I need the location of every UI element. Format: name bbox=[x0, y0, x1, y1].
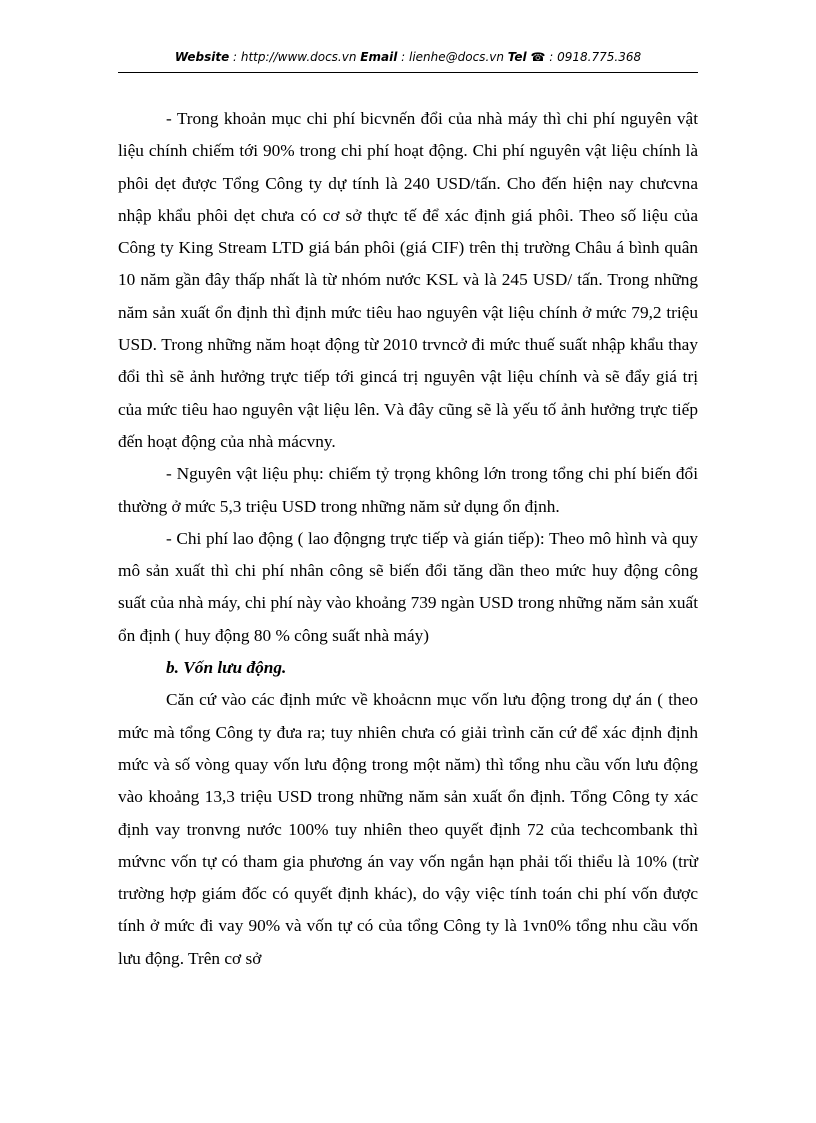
paragraph-labor-cost: - Chi phí lao động ( lao độngng trực tiếp và gián tiếp): Theo mô hình và quy mô sản xuất thì chi phí nhân công sẽ biến đổi tăng dần theo mức huy động công suất của nhà máy, chi phí này vào khoảng 739 ngàn USD trong những năm sản xuất ổn định ( huy động 80 % công suất nhà máy) bbox=[118, 528, 698, 645]
header-divider bbox=[118, 72, 698, 73]
paragraph-working-capital: Căn cứ vào các định mức về khoảcnn mục vốn lưu động trong dự án ( theo mức mà tổng Công ty đưa ra; tuy nhiên chưa có giải trình căn cứ để xác định định mức và số vòng quay vốn lưu động trong một năm) thì tổng nhu cầu vốn lưu động vào khoảng 13,3 triệu USD trong những năm sản xuất ổn định. Tổng Công ty xác định vay tronvng nước 100% tuy nhiên theo quyết định 72 của techcombank thì mứvnc vốn tự có tham gia phương án vay vốn ngắn hạn phải tối thiểu là 10% (trừ trường hợp giám đốc có quyết định khác), do vậy việc tính toán chi phí vốn được tính ở mức đi vay 90% và vốn tự có của tổng Công ty là 1vn0% tổng nhu cầu vốn lưu động. Trên cơ sở bbox=[118, 690, 698, 968]
email-label: Email bbox=[360, 50, 398, 64]
email-link[interactable]: : lienhe@docs.vn bbox=[397, 50, 508, 64]
page-header bbox=[118, 50, 698, 64]
phone-number: : 0918.775.368 bbox=[545, 50, 642, 64]
phone-icon: ☎ bbox=[530, 50, 546, 64]
tel-label: Tel bbox=[507, 50, 527, 64]
section-heading-working-capital: b. Vốn lưu động. bbox=[166, 658, 287, 678]
website-link[interactable]: : http://www.docs.vn bbox=[229, 50, 361, 64]
paragraph-material-cost: - Trong khoản mục chi phí bicvnến đổi của nhà máy thì chi phí nguyên vật liệu chính chiếm tới 90% trong chi phí hoạt động. Chi phí nguyên vật liệu chính là phôi dẹt được Tổng Công ty dự tính là 240 USD/tấn. Cho đến hiện nay chưcvna nhập khẩu phôi dẹt chưa có cơ sở thực tế để xác định giá phôi. Theo số liệu của Công ty King Stream LTD giá bán phôi (giá CIF) trên thị trường Châu á bình quân 10 năm gần đây thấp nhất là từ nhóm nước KSL và là 245 USD/ tấn. Trong những năm sản xuất ổn định thì định mức tiêu hao nguyên vật liệu chính ở mức 79,2 triệu USD. Trong những năm hoạt động từ 2010 trvncở đi mức thuế suất nhập khẩu thay đổi thì sẽ ảnh hưởng trực tiếp tới gincá trị nguyên vật liệu chính và sẽ đẩy giá trị của mức tiêu hao nguyên vật liệu lên. Và đây cũng sẽ là yếu tố ảnh hưởng trực tiếp đến hoạt động của nhà mácvny. bbox=[118, 109, 698, 451]
website-label: Website bbox=[174, 50, 230, 64]
document-body bbox=[118, 103, 698, 975]
paragraph-auxiliary-material: - Nguyên vật liệu phụ: chiếm tỷ trọng không lớn trong tổng chi phí biến đổi thường ở mức 5,3 triệu USD trong những năm sử dụng ổn định. bbox=[118, 464, 698, 516]
